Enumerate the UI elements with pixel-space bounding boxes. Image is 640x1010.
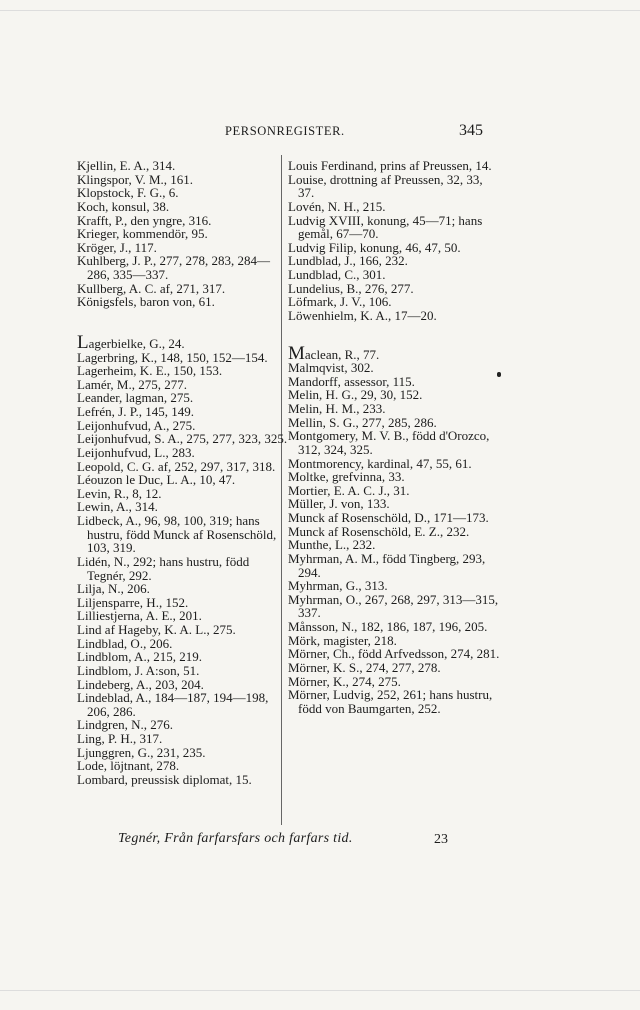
- index-entry: Leijonhufvud, L., 283.: [77, 444, 195, 460]
- index-entry: Mörner, K., 274, 275.: [288, 673, 401, 689]
- index-entry: Lode, löjtnant, 278.: [77, 758, 180, 774]
- index-entry: Koch, konsul, 38.: [77, 198, 170, 214]
- index-entry: Lombard, preussisk diplomat, 15.: [77, 771, 252, 787]
- book-title-signature: Tegnér, Från farfarsfars och farfars tid.: [118, 831, 353, 846]
- section-gap: [288, 323, 500, 347]
- index-entry: Lundblad, C., 301.: [288, 267, 386, 282]
- index-entry: Lindblad, O., 206.: [77, 635, 173, 651]
- index-entry: Mortier, E. A. C. J., 31.: [288, 482, 410, 498]
- index-entry: Kröger, J., 117.: [77, 239, 157, 255]
- index-entry: Louise, drottning af Preussen, 32, 33, 37.: [288, 171, 483, 201]
- index-entry: Lidén, N., 292; hans hustru, född Tegnér, 292.: [77, 553, 250, 583]
- index-entry: Lagerheim, K. E., 150, 153.: [77, 363, 223, 379]
- page-number: 345: [459, 122, 483, 139]
- index-entry: Myhrman, O., 267, 268, 297, 313—315, 337.: [288, 591, 499, 621]
- index-entry: Lindblom, A., 215, 219.: [77, 649, 202, 665]
- running-head: PERSONREGISTER.: [225, 124, 345, 138]
- index-entry: Ljunggren, G., 231, 235.: [77, 744, 206, 760]
- index-entry: Lindgren, N., 276.: [77, 717, 174, 733]
- index-entry: Leijonhufvud, S. A., 275, 277, 323, 325.: [77, 431, 288, 447]
- index-entry: Leijonhufvud, A., 275.: [77, 417, 196, 433]
- index-entry-section-start: [77, 331, 289, 353]
- index-entry: Krafft, P., den yngre, 316.: [77, 212, 212, 228]
- page-footer: [0, 831, 640, 853]
- index-entry: Ling, P. H., 317.: [77, 731, 163, 746]
- top-border-line: [0, 10, 640, 11]
- index-entry: Löwenhielm, K. A., 17—20.: [288, 307, 437, 323]
- index-entry: Lindeberg, A., 203, 204.: [77, 676, 204, 692]
- index-entry: Lewin, A., 314.: [77, 499, 158, 515]
- section-initial-m: M: [288, 342, 305, 364]
- index-entry: Munthe, L., 232.: [288, 537, 376, 553]
- index-entry: Munck af Rosenschöld, E. Z., 232.: [288, 523, 470, 539]
- index-entry: Melin, H. M., 233.: [288, 401, 386, 416]
- index-entry: Montgomery, M. V. B., född d'Orozco, 312, 324, 325.: [288, 428, 490, 457]
- index-entry: Lovén, N. H., 215.: [288, 198, 386, 214]
- index-entry: Müller, J. von, 133.: [288, 496, 390, 512]
- section-initial-l: L: [77, 331, 89, 353]
- index-entry-text: aclean, R., 77.: [304, 346, 380, 362]
- index-entry: Lilliestjerna, A. E., 201.: [77, 608, 202, 624]
- left-column: [77, 159, 289, 787]
- index-entry: Kjellin, E. A., 314.: [77, 158, 176, 173]
- index-entry: Lundelius, B., 276, 277.: [288, 280, 414, 296]
- index-entry: Kullberg, A. C. af, 271, 317.: [77, 280, 226, 296]
- index-entry: Klopstock, F. G., 6.: [77, 185, 179, 201]
- index-entry: Mandorff, assessor, 115.: [288, 373, 415, 389]
- index-entry: Léouzon le Duc, L. A., 10, 47.: [77, 472, 236, 488]
- index-entry-text: agerbielke, G., 24.: [88, 335, 185, 351]
- index-entry: Leopold, C. G. af, 252, 297, 317, 318.: [77, 458, 276, 474]
- index-entry: Mörner, K. S., 274, 277, 278.: [288, 659, 441, 675]
- index-entry: Ludvig Filip, konung, 46, 47, 50.: [288, 239, 461, 255]
- index-entry: Lamér, M., 275, 277.: [77, 376, 187, 392]
- bottom-border-line: [0, 990, 640, 991]
- index-entry: Malmqvist, 302.: [288, 360, 374, 376]
- index-entry: Kuhlberg, J. P., 277, 278, 283, 284—286, 335—337.: [77, 253, 270, 282]
- page-header: [0, 122, 640, 146]
- index-entry: Königsfels, baron von, 61.: [77, 294, 215, 310]
- index-entry: Mörner, Ludvig, 252, 261; hans hustru, född von Baumgarten, 252.: [288, 687, 493, 716]
- index-entry: Ludvig XVIII, konung, 45—71; hans gemål, 67—70.: [288, 212, 483, 242]
- index-entry: Levin, R., 8, 12.: [77, 485, 162, 501]
- index-entry-section-start: [288, 342, 500, 364]
- ink-speck: [497, 372, 501, 377]
- index-entry: Mörk, magister, 218.: [288, 632, 397, 648]
- index-entry: Mörner, Ch., född Arfvedsson, 274, 281.: [288, 646, 500, 662]
- index-entry: Löfmark, J. V., 106.: [288, 294, 392, 310]
- index-entry: Lefrén, J. P., 145, 149.: [77, 404, 194, 419]
- index-entry: Lilja, N., 206.: [77, 581, 150, 597]
- index-entry: Krieger, kommendör, 95.: [77, 226, 208, 242]
- signature-mark: 23: [434, 832, 448, 847]
- index-entry: Louis Ferdinand, prins af Preussen, 14.: [288, 158, 492, 173]
- index-entry: Lind af Hageby, K. A. L., 275.: [77, 622, 236, 637]
- index-entry: Mellin, S. G., 277, 285, 286.: [288, 414, 437, 430]
- index-entry: Månsson, N., 182, 186, 187, 196, 205.: [288, 619, 488, 634]
- index-entry: Liljensparre, H., 152.: [77, 594, 189, 610]
- index-entry: Lundblad, J., 166, 232.: [288, 253, 408, 269]
- section-gap: [77, 309, 289, 336]
- right-column: [288, 159, 500, 715]
- index-entry: Montmorency, kardinal, 47, 55, 61.: [288, 455, 472, 471]
- index-entry: Moltke, grefvinna, 33.: [288, 469, 405, 485]
- index-entry: Leander, lagman, 275.: [77, 390, 194, 406]
- index-entry: Melin, H. G., 29, 30, 152.: [288, 387, 423, 403]
- index-entry: Munck af Rosenschöld, D., 171—173.: [288, 510, 489, 525]
- index-entry: Lindeblad, A., 184—187, 194—198, 206, 286.: [77, 690, 269, 719]
- index-entry: Klingspor, V. M., 161.: [77, 171, 194, 187]
- index-entry: Lagerbring, K., 148, 150, 152—154.: [77, 349, 268, 365]
- index-entry: Myhrman, A. M., född Tingberg, 293, 294.: [288, 550, 486, 580]
- index-entry: Lindblom, J. A:son, 51.: [77, 662, 200, 678]
- index-entry: Lidbeck, A., 96, 98, 100, 319; hans hustru, född Munck af Rosenschöld, 103, 319.: [77, 513, 277, 556]
- index-entry: Myhrman, G., 313.: [288, 578, 388, 594]
